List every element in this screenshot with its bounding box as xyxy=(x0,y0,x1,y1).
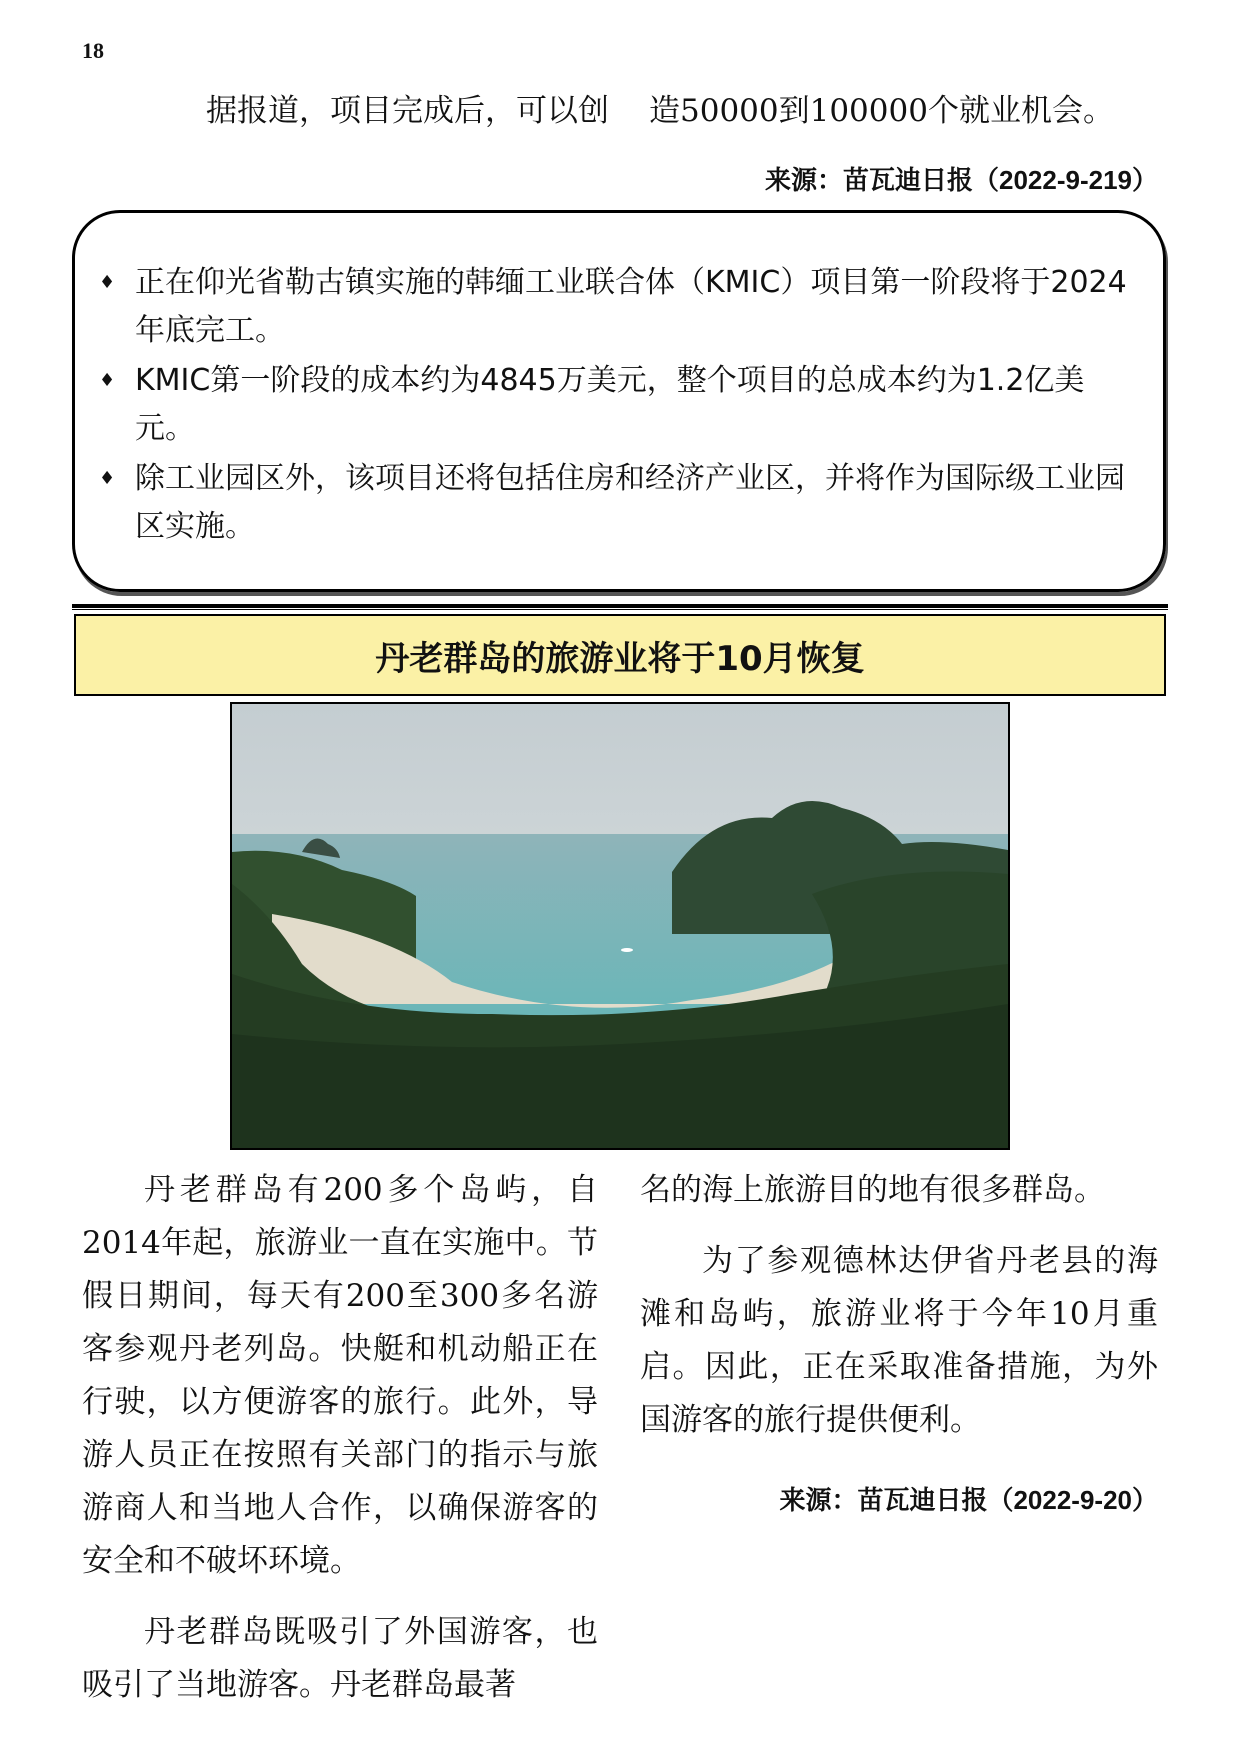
headline-text: 丹老群岛的旅游业将于10月恢复 xyxy=(375,638,865,679)
summary-list xyxy=(75,213,1163,551)
article-column-right xyxy=(640,1164,1158,1447)
lead-text-left: 据报道，项目完成后，可以创 xyxy=(206,93,609,129)
summary-box xyxy=(72,210,1166,592)
summary-item-text: 正在仰光省勒古镇实施的韩缅工业联合体（KMIC）项目第一阶段将于2024年底完工。 xyxy=(135,265,1127,348)
article-headline xyxy=(74,614,1166,696)
article-column-left xyxy=(82,1164,598,1712)
article-paragraph: 为了参观德林达伊省丹老县的海滩和岛屿，旅游业将于今年10月重启。因此，正在采取准备措施，为外国游客的旅行提供便利。 xyxy=(640,1243,1158,1438)
article-paragraph: 丹老群岛既吸引了外国游客，也吸引了当地游客。丹老群岛最著 xyxy=(82,1614,598,1703)
diamond-bullet-icon: ♦ xyxy=(99,370,116,391)
article-paragraph: 丹老群岛有200多个岛屿，自2014年起，旅游业一直在实施中。节假日期间，每天有200至300多名游客参观丹老列岛。快艇和机动船正在行驶，以方便游客的旅行。此外，导游人员正在按照有关部门的指示与旅游商人和当地人合作，以确保游客的安全和不破坏环境。 xyxy=(82,1172,598,1579)
bay-landscape-photo xyxy=(230,702,1010,1150)
summary-item xyxy=(99,259,1135,355)
source-citation-2: 来源：苗瓦迪日报（2022-9-20） xyxy=(779,1485,1158,1515)
section-divider-thin xyxy=(72,609,1168,610)
page-number: 18 xyxy=(82,38,104,63)
lead-text-right: 造50000到100000个就业机会。 xyxy=(649,93,1114,129)
summary-item xyxy=(99,357,1135,453)
diamond-bullet-icon: ♦ xyxy=(99,272,116,293)
article-paragraph: 名的海上旅游目的地有很多群岛。 xyxy=(640,1172,1105,1208)
lead-paragraph xyxy=(82,86,1162,136)
diamond-bullet-icon: ♦ xyxy=(99,468,116,489)
summary-item-text: 除工业园区外，该项目还将包括住房和经济产业区，并将作为国际级工业园区实施。 xyxy=(135,461,1125,544)
summary-item-text: KMIC第一阶段的成本约为4845万美元，整个项目的总成本约为1.2亿美元。 xyxy=(135,363,1085,446)
section-divider xyxy=(72,604,1168,608)
source-citation-1: 来源：苗瓦迪日报（2022-9-219） xyxy=(765,165,1158,195)
summary-item xyxy=(99,455,1135,551)
